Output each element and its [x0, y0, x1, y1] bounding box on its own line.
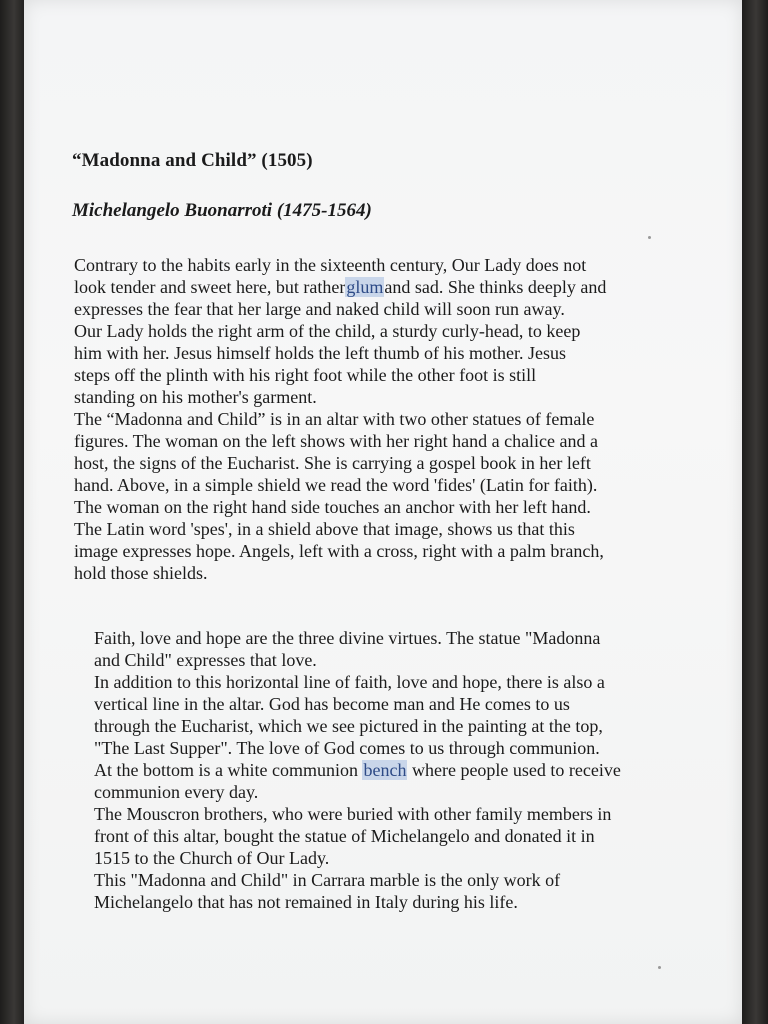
text-line: vertical line in the altar. God has become man and He comes to us — [94, 694, 570, 714]
description-paragraph-1 — [74, 254, 606, 584]
text-line: Our Lady holds the right arm of the child, a sturdy curly-head, to keep — [74, 321, 581, 341]
highlighted-word: bench — [363, 760, 407, 780]
text-fragment: where people used to receive — [411, 760, 621, 780]
artist-name: Michelangelo Buonarroti (1475-1564) — [72, 200, 372, 221]
text-line — [74, 276, 606, 298]
document-content — [24, 0, 742, 1024]
text-line: Michelangelo that has not remained in Italy during his life. — [94, 892, 518, 912]
text-line: expresses the fear that her large and naked child will soon run away. — [74, 299, 565, 319]
paper-sheet — [24, 0, 742, 1024]
text-line: The woman on the right hand side touches an anchor with her left hand. — [74, 497, 591, 517]
text-line: front of this altar, bought the statue of Michelangelo and donated it in — [94, 826, 595, 846]
text-line: communion every day. — [94, 782, 259, 802]
text-fragment: and sad. She thinks deeply and — [384, 277, 607, 297]
text-line: host, the signs of the Eucharist. She is carrying a gospel book in her left — [74, 453, 591, 473]
text-line — [94, 759, 621, 781]
text-fragment: look tender and sweet here, but rather — [74, 277, 346, 297]
text-line: hold those shields. — [74, 563, 208, 583]
text-line: In addition to this horizontal line of faith, love and hope, there is also a — [94, 672, 605, 692]
text-line: him with her. Jesus himself holds the left thumb of his mother. Jesus — [74, 343, 566, 363]
text-line: The “Madonna and Child” is in an altar with two other statues of female — [74, 409, 595, 429]
text-line: steps off the plinth with his right foot while the other foot is still — [74, 365, 537, 385]
text-line: Contrary to the habits early in the sixteenth century, Our Lady does not — [74, 255, 587, 275]
highlighted-word: glum — [346, 277, 384, 297]
text-line: hand. Above, in a simple shield we read the word 'fides' (Latin for faith). — [74, 475, 598, 495]
description-paragraph-2 — [94, 627, 621, 913]
text-line: 1515 to the Church of Our Lady. — [94, 848, 330, 868]
text-line: through the Eucharist, which we see pictured in the painting at the top, — [94, 716, 603, 736]
text-line: Faith, love and hope are the three divine virtues. The statue "Madonna — [94, 628, 601, 648]
text-line: The Latin word 'spes', in a shield above that image, shows us that this — [74, 519, 575, 539]
paper-speck — [658, 966, 661, 969]
text-line: figures. The woman on the left shows with her right hand a chalice and a — [74, 431, 599, 451]
text-line: The Mouscron brothers, who were buried with other family members in — [94, 804, 612, 824]
document-title: “Madonna and Child” (1505) — [72, 150, 313, 171]
text-line: standing on his mother's garment. — [74, 387, 317, 407]
paper-speck — [648, 236, 651, 239]
text-line: image expresses hope. Angels, left with a cross, right with a palm branch, — [74, 541, 604, 561]
text-line: and Child" expresses that love. — [94, 650, 317, 670]
text-fragment: At the bottom is a white communion — [94, 760, 358, 780]
text-line: "The Last Supper". The love of God comes to us through communion. — [94, 738, 600, 758]
text-line: This "Madonna and Child" in Carrara marble is the only work of — [94, 870, 561, 890]
